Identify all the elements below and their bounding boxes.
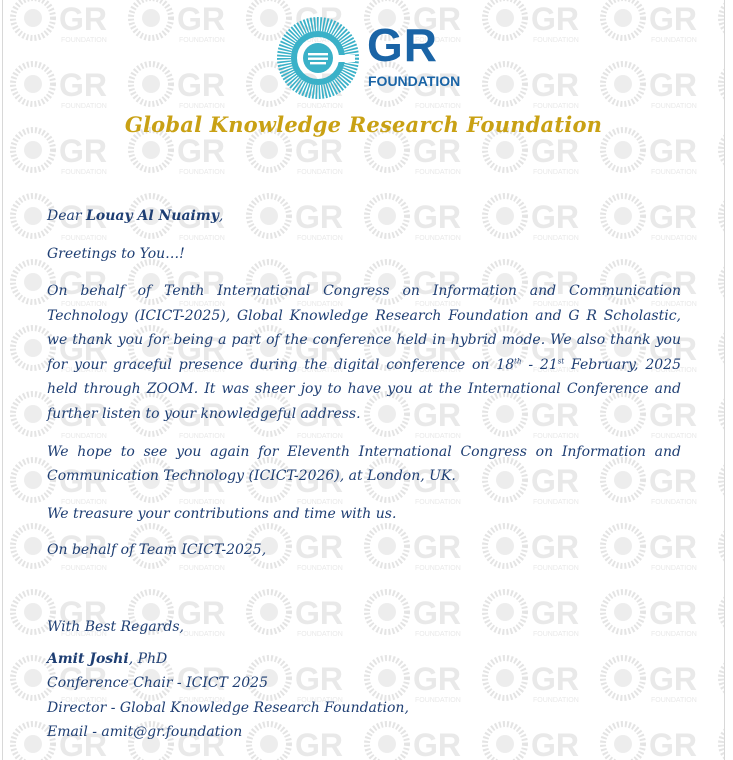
paragraph-thanks-part1: On behalf of Tenth International Congress on Information and Communication Technology (ICICT-2025), Global Knowledge Research Foundation and G R Scholastic, we thank you for being a part of the conference held in hybrid mode. We also thank you for your graceful presence during the digital conference on 18	[47, 283, 681, 373]
superscript-th: th	[514, 357, 522, 366]
org-title: Global Knowledge Research Foundation	[124, 112, 603, 137]
salutation-prefix: Dear	[47, 208, 82, 224]
signatory-credential: , PhD	[128, 650, 168, 667]
paragraph-next-congress: We hope to see you again for Eleventh International Congress on Information and Communication Technology (ICICT-2026), at London, UK.	[47, 443, 681, 485]
logo-gr-text: GR	[367, 19, 438, 71]
signatory-email: Email - amit@gr.foundation	[47, 724, 243, 741]
gr-foundation-logo	[277, 17, 461, 99]
greeting: Greetings to You…!	[47, 246, 185, 262]
paragraph-thanks-part3: February, 2025 held through ZOOM. It was sheer joy to have you at the International Conference and further listen to your knowledgeful address.	[47, 356, 681, 422]
paragraph-thanks	[47, 279, 681, 427]
paragraph-thanks-part2: - 21	[521, 356, 558, 373]
signatory-name: Amit Joshi	[47, 650, 129, 667]
gr-sunburst-icon	[277, 17, 359, 99]
salutation-suffix: ,	[218, 208, 224, 224]
signature-block	[47, 647, 681, 745]
paragraph-treasure: We treasure your contributions and time with us.	[47, 505, 397, 522]
salutation	[47, 208, 681, 224]
superscript-st: st	[557, 357, 565, 366]
letter-page	[2, 0, 725, 760]
letter-body	[47, 208, 681, 745]
closing: With Best Regards,	[47, 618, 184, 635]
signatory-role: Director - Global Knowledge Research Foundation,	[47, 699, 409, 716]
signatory-title: Conference Chair - ICICT 2025	[47, 675, 268, 692]
paragraph-team: On behalf of Team ICICT-2025,	[47, 542, 267, 559]
logo-foundation-text: FOUNDATION	[368, 73, 461, 89]
signatory-line	[47, 647, 681, 672]
recipient-name: Louay Al Nuaimy	[86, 208, 219, 224]
